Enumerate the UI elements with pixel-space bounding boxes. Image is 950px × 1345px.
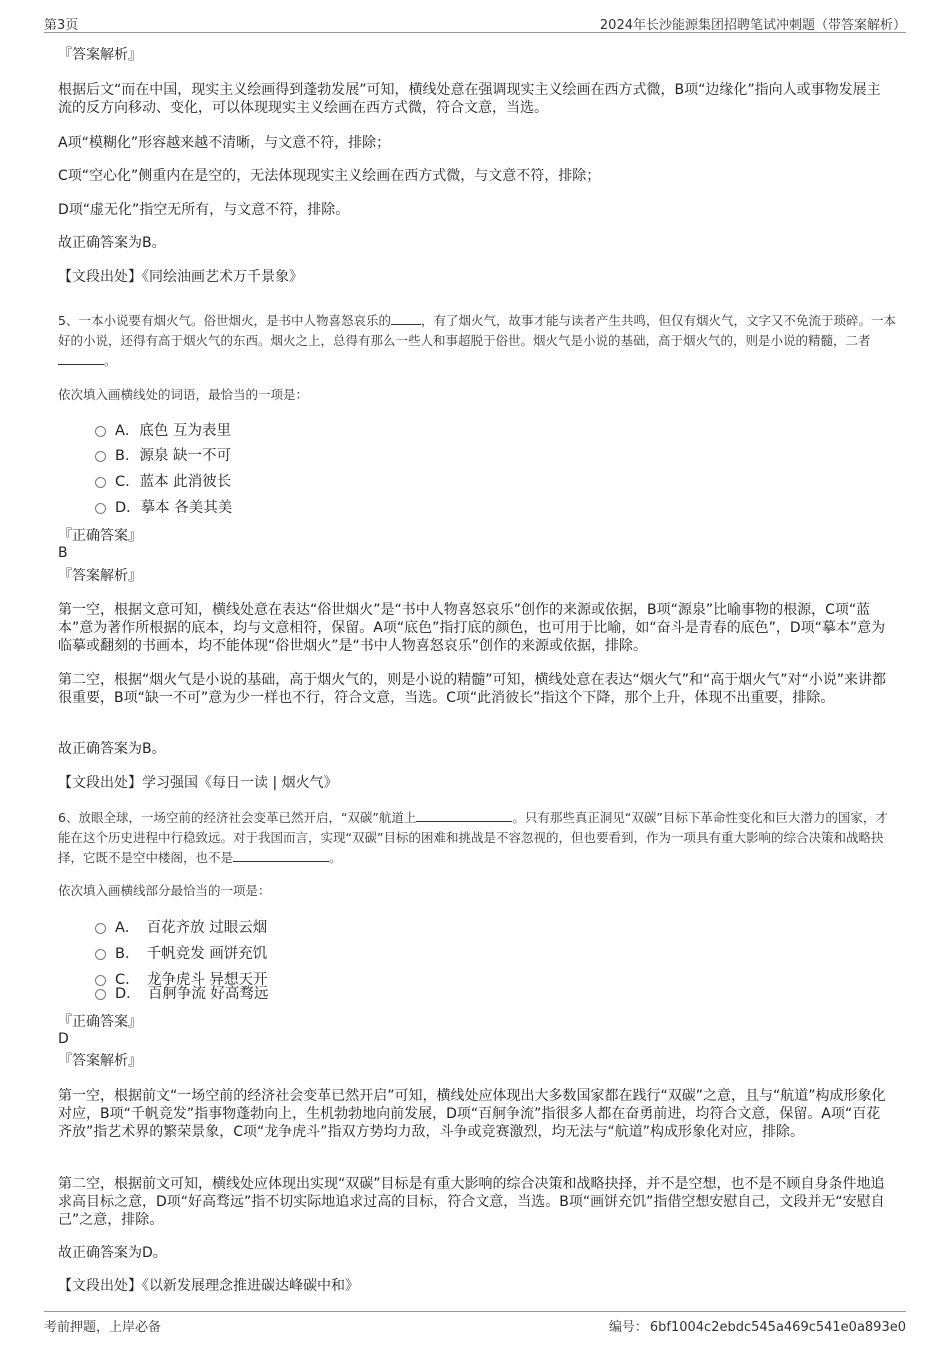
q4-analysis-p1: 根据后文“而在中国，现实主义绘画得到蓬勃发展”可知，横线处意在强调现实主义绘画在西方式微，B项“边缘化”指向人或事物发展主流的反方向移动、变化，可以体现现实主义绘画在西方式微，符合文意，当选。	[58, 82, 881, 116]
radio-icon[interactable]	[95, 923, 106, 934]
q6-blank-1	[416, 809, 512, 822]
q5-prompt: 依次填入画横线处的词语，最恰当的一项是：	[58, 387, 309, 402]
q6-stem-part1: 6、放眼全球，一场空前的经济社会变革已然开启，“双碳”航道上	[58, 810, 417, 825]
q5-option-d-label: D．摹本 各美其美	[115, 500, 233, 516]
q6-stem-part3: 。	[329, 850, 342, 865]
q6-option-d[interactable]	[95, 985, 269, 1003]
q6-source: 【文段出处】《以新发展理念推进碳达峰碳中和》	[58, 1278, 359, 1294]
q5-blank-2	[58, 352, 104, 365]
q6-stem	[58, 808, 898, 868]
q6-option-a-label: A． 百花齐放 过眼云烟	[115, 920, 268, 936]
q4-analysis-p4: D项“虚无化”指空无所有，与文意不符，排除。	[58, 202, 350, 218]
footer-slogan: 考前押题，上岸必备	[44, 1320, 162, 1335]
page-footer	[44, 1311, 906, 1336]
q5-blank-1	[391, 312, 421, 325]
radio-icon[interactable]	[95, 975, 106, 986]
q6-stem-part2: 。只有那些真正洞见“双碳”目标下革命性变化和巨大潜力的国家，才能在这个历史进程中行稳致远。对于我国而言，实现“双碳”目标的困难和挑战是不容忽视的，但也要看到，作为一项具有重大影响的综合决策和战略抉择，它既不是空中楼阁，也不是	[58, 810, 888, 865]
q4-conclusion: 故正确答案为B。	[58, 235, 166, 251]
q5-option-c-label: C．蓝本 此消彼长	[115, 474, 232, 490]
radio-icon[interactable]	[95, 503, 106, 514]
q5-correct-label: 『正确答案』	[58, 528, 142, 544]
q6-option-b[interactable]	[95, 945, 267, 963]
q6-option-c-label: C． 龙争虎斗 异想天开	[115, 972, 268, 988]
q5-option-a-label: A．底色 互为表里	[115, 423, 232, 439]
q5-option-a[interactable]	[95, 422, 231, 440]
q6-option-a[interactable]	[95, 919, 267, 937]
page-number: 第3页	[44, 18, 79, 33]
q4-analysis-p2: A项“模糊化”形容越来越不清晰，与文意不符，排除；	[58, 135, 391, 151]
q4-analysis-p3: C项“空心化”侧重内在是空的，无法体现现实主义绘画在西方式微，与文意不符，排除；	[58, 168, 601, 184]
document-title: 2024年长沙能源集团招聘笔试冲刺题（带答案解析）	[599, 18, 906, 33]
q6-analysis-p1: 第一空，根据前文“一场空前的经济社会变革已然开启”可知，横线处应体现出大多数国家都在践行“双碳”之意，且与“航道”构成形象化对应，B项“千帆竞发”指事物蓬勃向上，生机勃勃地向前发展，D项“百舸争流”指很多人都在奋勇前进，均符合文意，保留。A项“百花齐放”指艺术界的繁荣景象，C项“龙争虎斗”指双方势均力敌，斗争或竞赛激烈，均无法与“航道”构成形象化对应，排除。	[58, 1088, 886, 1140]
q5-stem	[58, 311, 898, 371]
q5-conclusion: 故正确答案为B。	[58, 741, 166, 757]
q5-stem-part3: 。	[104, 353, 117, 368]
radio-icon[interactable]	[95, 989, 106, 1000]
page-header	[44, 10, 906, 33]
q6-option-b-label: B． 千帆竞发 画饼充饥	[115, 946, 268, 962]
radio-icon[interactable]	[95, 477, 106, 488]
q5-option-b-label: B．源泉 缺一不可	[115, 448, 232, 464]
q6-correct-answer: D	[58, 1031, 69, 1047]
q6-analysis-p2: 第二空，根据前文可知，横线处应体现出实现“双碳”目标是有重大影响的综合决策和战略抉择，并不是空想，也不是不顾自身条件地追求高目标之意，D项“好高骛远”指不切实际地追求过高的目标，符合文意，当选。B项“画饼充饥”指借空想安慰自己，文段并无“安慰自己”之意，排除。	[58, 1176, 885, 1228]
q5-option-c[interactable]	[95, 473, 231, 491]
q6-prompt: 依次填入画横线部分最恰当的一项是：	[58, 883, 271, 898]
footer-code-value: 6bf1004c2ebdc545a469c541e0a893e0	[649, 1320, 906, 1335]
q5-option-b[interactable]	[95, 447, 231, 465]
q5-correct-answer: B	[58, 545, 68, 561]
footer-code	[607, 1316, 906, 1335]
q5-option-d[interactable]	[95, 499, 232, 517]
q4-source: 【文段出处】《同绘油画艺术万千景象》	[58, 269, 303, 285]
q5-stem-part2: ，有了烟火气，故事才能与读者产生共鸣，但仅有烟火气，文字又不免流于琐碎。一本好的小说，还得有高于烟火气的东西。烟火之上，总得有那么一些人和事超脱于俗世。烟火气是小说的基础，高于烟火气的，则是小说的精髓，二者	[58, 313, 896, 348]
radio-icon[interactable]	[95, 451, 106, 462]
q6-option-d-label: D． 百舸争流 好高骛远	[115, 986, 269, 1002]
q6-correct-label: 『正确答案』	[58, 1014, 142, 1030]
radio-icon[interactable]	[95, 426, 106, 437]
q6-blank-2	[233, 849, 329, 862]
q5-analysis-p1: 第一空，根据文意可知，横线处意在表达“俗世烟火”是“书中人物喜怒哀乐”创作的来源或依据，B项“源泉”比喻事物的根源，C项“蓝本”意为著作所根据的底本，均与文意相符，保留。A项“底色”指打底的颜色，也可用于比喻，如“奋斗是青春的底色”，D项“摹本”意为临摹或翻刻的书画本，均不能体现“俗世烟火”是“书中人物喜怒哀乐”创作的来源或依据，排除。	[58, 602, 886, 654]
q5-source: 【文段出处】学习强国《每日一读 | 烟火气》	[58, 775, 338, 791]
q5-stem-part1: 5、一本小说要有烟火气。俗世烟火，是书中人物喜怒哀乐的	[58, 313, 391, 328]
footer-code-label: 编号：	[608, 1320, 648, 1335]
radio-icon[interactable]	[95, 949, 106, 960]
q5-analysis-p2: 第二空，根据“烟火气是小说的基础，高于烟火气的，则是小说的精髓”可知，横线处意在表达“烟火气”和“高于烟火气”对“小说”来讲都很重要，B项“缺一不可”意为少一样也不行，符合文意，当选。C项“此消彼长”指这个下降，那个上升，体现不出重要，排除。	[58, 672, 887, 706]
q6-analysis-label: 『答案解析』	[58, 1053, 142, 1069]
q6-conclusion: 故正确答案为D。	[58, 1245, 167, 1261]
q5-analysis-label: 『答案解析』	[58, 568, 142, 584]
q4-analysis-label: 『答案解析』	[58, 47, 142, 63]
